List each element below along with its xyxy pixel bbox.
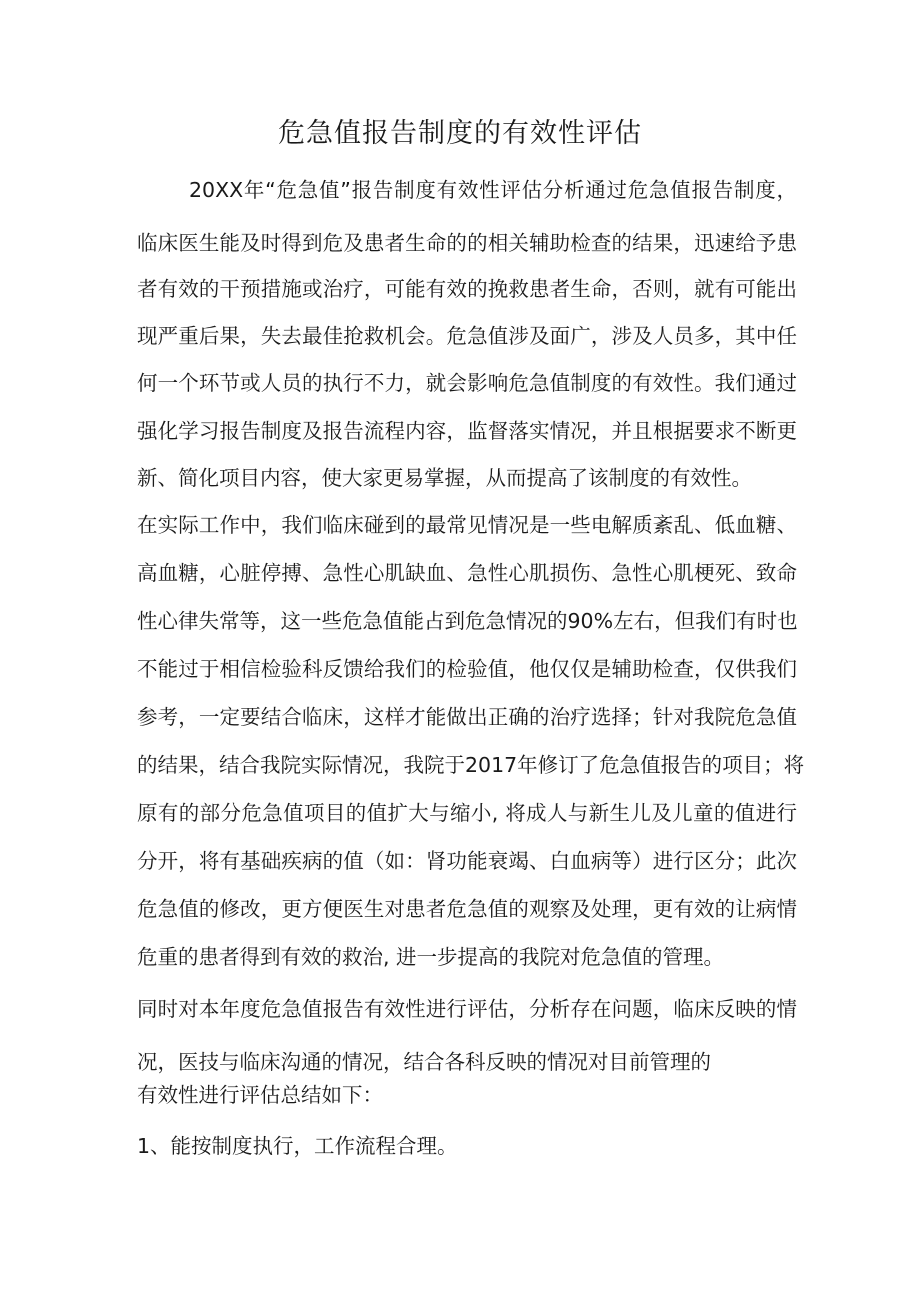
paragraph-line: 不能过于相信检验科反馈给我们的检验值，他仅仅是辅助检查，仅供我们 [137, 657, 797, 681]
paragraph-line: 者有效的干预措施或治疗，可能有效的挽救患者生命，否则，就有可能出 [137, 277, 797, 301]
paragraph-line: 原有的部分危急值项目的值扩大与缩小, 将成人与新生儿及儿童的值进行 [137, 801, 797, 825]
document-title: 危急值报告制度的有效性评估 [278, 118, 642, 149]
paragraph-line: 性心律失常等，这一些危急值能占到危急情况的90%左右，但我们有时也 [137, 609, 798, 633]
paragraph-line: 强化学习报告制度及报告流程内容，监督落实情况，并且根据要求不断更 [137, 419, 797, 443]
paragraph-line: 危急值的修改，更方便医生对患者危急值的观察及处理，更有效的让病情 [137, 897, 797, 921]
paragraph-line: 分开，将有基础疾病的值（如：肾功能衰竭、白血病等）进行区分；此次 [137, 849, 797, 873]
paragraph-line: 的结果，结合我院实际情况，我院于2017年修订了危急值报告的项目；将 [137, 753, 805, 777]
paragraph-line: 在实际工作中，我们临床碰到的最常见情况是一些电解质紊乱、低血糖、 [137, 513, 797, 537]
paragraph-line: 20XX年“危急值”报告制度有效性评估分析通过危急值报告制度， [189, 178, 797, 202]
paragraph-line: 同时对本年度危急值报告有效性进行评估，分析存在问题，临床反映的情 [137, 997, 797, 1021]
paragraph-line: 临床医生能及时得到危及患者生命的的相关辅助检查的结果，迅速给予患 [137, 231, 797, 255]
paragraph-line: 有效性进行评估总结如下： [137, 1083, 383, 1107]
paragraph-line: 危重的患者得到有效的救治, 进一步提高的我院对危急值的管理。 [137, 945, 725, 969]
paragraph-line: 现严重后果，失去最佳抢救机会。危急值涉及面广，涉及人员多，其中任 [137, 324, 797, 348]
paragraph-line: 况，医技与临床沟通的情况，结合各科反映的情况对目前管理的 [137, 1050, 711, 1074]
paragraph-line: 参考，一定要结合临床，这样才能做出正确的治疗选择；针对我院危急值 [137, 705, 797, 729]
paragraph-line: 新、简化项目内容，使大家更易掌握，从而提高了该制度的有效性。 [137, 466, 752, 490]
list-item: 1、能按制度执行，工作流程合理。 [137, 1134, 458, 1158]
paragraph-line: 何一个环节或人员的执行不力，就会影响危急值制度的有效性。我们通过 [137, 371, 797, 395]
paragraph-line: 高血糖，心脏停搏、急性心肌缺血、急性心肌损伤、急性心肌梗死、致命 [137, 561, 797, 585]
